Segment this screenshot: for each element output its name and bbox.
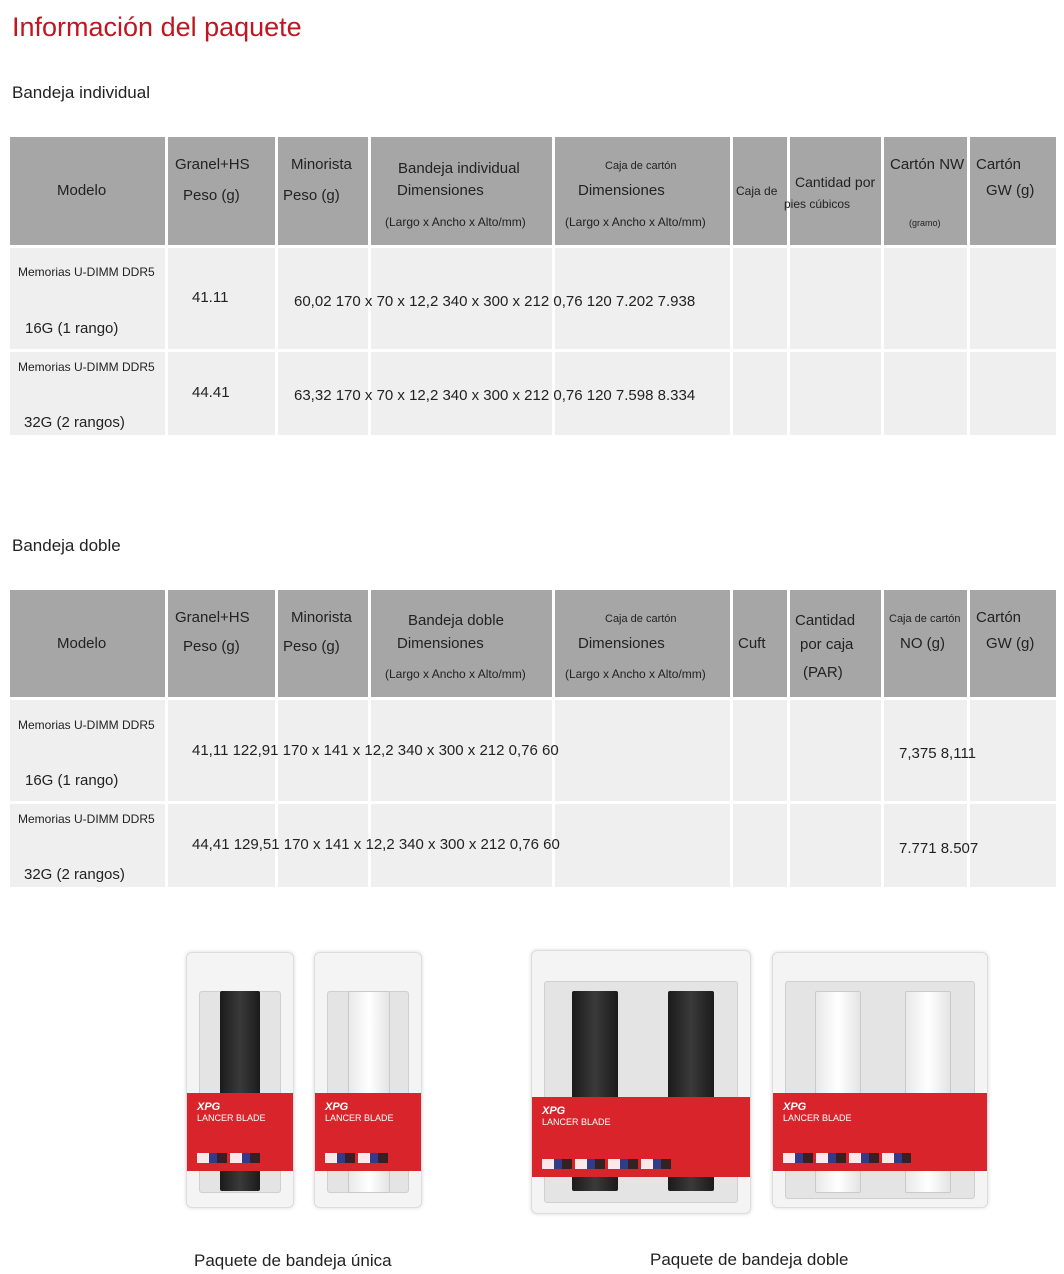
header-minorista-1: Minorista	[291, 609, 352, 626]
header-caja-2: Dimensiones	[578, 635, 665, 652]
header-minorista	[278, 137, 368, 245]
row-model-line2: 32G (2 rangos)	[24, 866, 125, 883]
page-title: Información del paquete	[12, 12, 302, 42]
header-gw-2: GW (g)	[986, 182, 1035, 199]
header-bandeja	[371, 137, 552, 245]
brand-logo: XPG	[197, 1101, 221, 1113]
double-tray-black-package	[531, 950, 751, 1214]
section-single-tray: Bandeja individual	[12, 83, 150, 102]
row-cell	[970, 352, 1056, 435]
single-tray-caption: Paquete de bandeja única	[194, 1251, 392, 1270]
header-caja	[555, 590, 730, 697]
header-modelo	[10, 590, 165, 697]
header-granel	[168, 137, 275, 245]
header-cantidad	[784, 137, 881, 245]
row-cell	[970, 804, 1056, 887]
row-cell	[884, 352, 967, 435]
double-tray-caption: Paquete de bandeja doble	[650, 1250, 849, 1269]
double-tray-white-package	[772, 952, 988, 1208]
header-cuft-label: Cuft	[738, 635, 766, 652]
header-nw-2: (gramo)	[909, 218, 941, 228]
header-caja	[555, 137, 730, 245]
header-cantidad-2: por caja	[800, 636, 854, 653]
header-gw	[970, 590, 1056, 697]
row-values: 63,32 170 x 70 x 12,2 340 x 300 x 212 0,76 120 7.598 8.334	[294, 387, 696, 404]
single-tray-table	[10, 137, 1056, 435]
row-cell	[970, 700, 1056, 801]
header-minorista-2: Peso (g)	[283, 638, 340, 655]
row-cell	[790, 804, 881, 887]
header-nw-2: NO (g)	[900, 635, 945, 652]
header-bandeja-3: (Largo x Ancho x Alto/mm)	[385, 215, 526, 229]
row-cell	[733, 700, 787, 801]
header-cuft	[733, 590, 787, 697]
row-model-line2: 16G (1 rango)	[25, 320, 119, 337]
header-gw-1: Cartón	[976, 609, 1022, 626]
row-granel: 41.11	[192, 289, 229, 306]
row-cell	[970, 248, 1056, 349]
row-weights: 7,375 8,111	[899, 745, 977, 762]
row-cell	[790, 700, 881, 801]
header-caja-1: Caja de cartón	[605, 613, 677, 625]
header-modelo-label: Modelo	[57, 635, 107, 652]
header-bandeja	[371, 590, 552, 697]
row-model-line1: Memorias U-DIMM DDR5	[18, 812, 155, 826]
row-values: 41,11 122,91 170 x 141 x 12,2 340 x 300 x 212 0,76 60	[192, 742, 559, 759]
header-granel-2: Peso (g)	[183, 187, 240, 204]
row-cell	[733, 248, 787, 349]
header-granel-1: Granel+HS	[175, 156, 250, 173]
header-cantidad	[790, 590, 881, 697]
row-weights: 7.771 8.507	[899, 840, 979, 857]
header-caja-2: Dimensiones	[578, 182, 665, 199]
package-band	[532, 1097, 750, 1177]
header-nw-1: Caja de cartón	[889, 613, 961, 625]
header-nw	[884, 590, 967, 697]
header-minorista	[278, 590, 368, 697]
row-cell	[790, 352, 881, 435]
header-minorista-1: Minorista	[291, 156, 352, 173]
header-minorista-2: Peso (g)	[283, 187, 340, 204]
header-cuft-label: Caja de	[736, 184, 778, 198]
header-modelo-label: Modelo	[57, 182, 107, 199]
header-nw	[884, 137, 967, 245]
header-granel	[168, 590, 275, 697]
row-cell	[733, 352, 787, 435]
product-name: LANCER BLADE	[325, 1113, 394, 1123]
single-tray-black-package	[186, 952, 294, 1208]
header-bandeja-3: (Largo x Ancho x Alto/mm)	[385, 667, 526, 681]
header-cuft	[733, 137, 787, 245]
brand-logo: XPG	[783, 1101, 807, 1113]
brand-logo: XPG	[542, 1105, 566, 1117]
package-band	[187, 1093, 293, 1171]
header-gw-1: Cartón	[976, 156, 1022, 173]
product-name: LANCER BLADE	[783, 1113, 852, 1123]
header-caja-3: (Largo x Ancho x Alto/mm)	[565, 667, 706, 681]
row-model-line1: Memorias U-DIMM DDR5	[18, 718, 155, 732]
single-tray-white-package	[314, 952, 422, 1208]
header-cantidad-1: Cantidad	[795, 612, 856, 629]
header-bandeja-1: Bandeja doble	[408, 612, 504, 629]
row-model-line2: 32G (2 rangos)	[24, 414, 125, 431]
header-bandeja-2: Dimensiones	[397, 635, 484, 652]
product-name: LANCER BLADE	[197, 1113, 266, 1123]
header-caja-3: (Largo x Ancho x Alto/mm)	[565, 215, 706, 229]
header-granel-2: Peso (g)	[183, 638, 240, 655]
package-band	[773, 1093, 987, 1171]
header-granel-1: Granel+HS	[175, 609, 250, 626]
row-granel: 44.41	[192, 384, 230, 401]
row-cell	[555, 804, 730, 887]
header-bandeja-2: Dimensiones	[397, 182, 484, 199]
product-name: LANCER BLADE	[542, 1117, 611, 1127]
section-double-tray: Bandeja doble	[12, 536, 121, 555]
header-cantidad-3: (PAR)	[803, 664, 843, 681]
row-cell	[884, 248, 967, 349]
header-gw	[970, 137, 1056, 245]
header-gw-2: GW (g)	[986, 635, 1035, 652]
brand-logo: XPG	[325, 1101, 349, 1113]
header-cantidad-1: Cantidad por	[795, 174, 876, 190]
header-caja-1: Caja de cartón	[605, 160, 677, 172]
row-cell	[555, 700, 730, 801]
double-tray-table	[10, 590, 1056, 887]
header-modelo	[10, 137, 165, 245]
row-model-line1: Memorias U-DIMM DDR5	[18, 265, 155, 279]
row-cell	[790, 248, 881, 349]
row-cell	[733, 804, 787, 887]
row-values: 44,41 129,51 170 x 141 x 12,2 340 x 300 x 212 0,76 60	[192, 836, 560, 853]
header-nw-1: Cartón NW	[890, 156, 965, 173]
row-model-line2: 16G (1 rango)	[25, 772, 119, 789]
row-model-line1: Memorias U-DIMM DDR5	[18, 360, 155, 374]
row-values: 60,02 170 x 70 x 12,2 340 x 300 x 212 0,76 120 7.202 7.938	[294, 293, 696, 310]
package-band	[315, 1093, 421, 1171]
header-bandeja-1: Bandeja individual	[398, 160, 520, 177]
header-cantidad-2: pies cúbicos	[784, 197, 851, 211]
